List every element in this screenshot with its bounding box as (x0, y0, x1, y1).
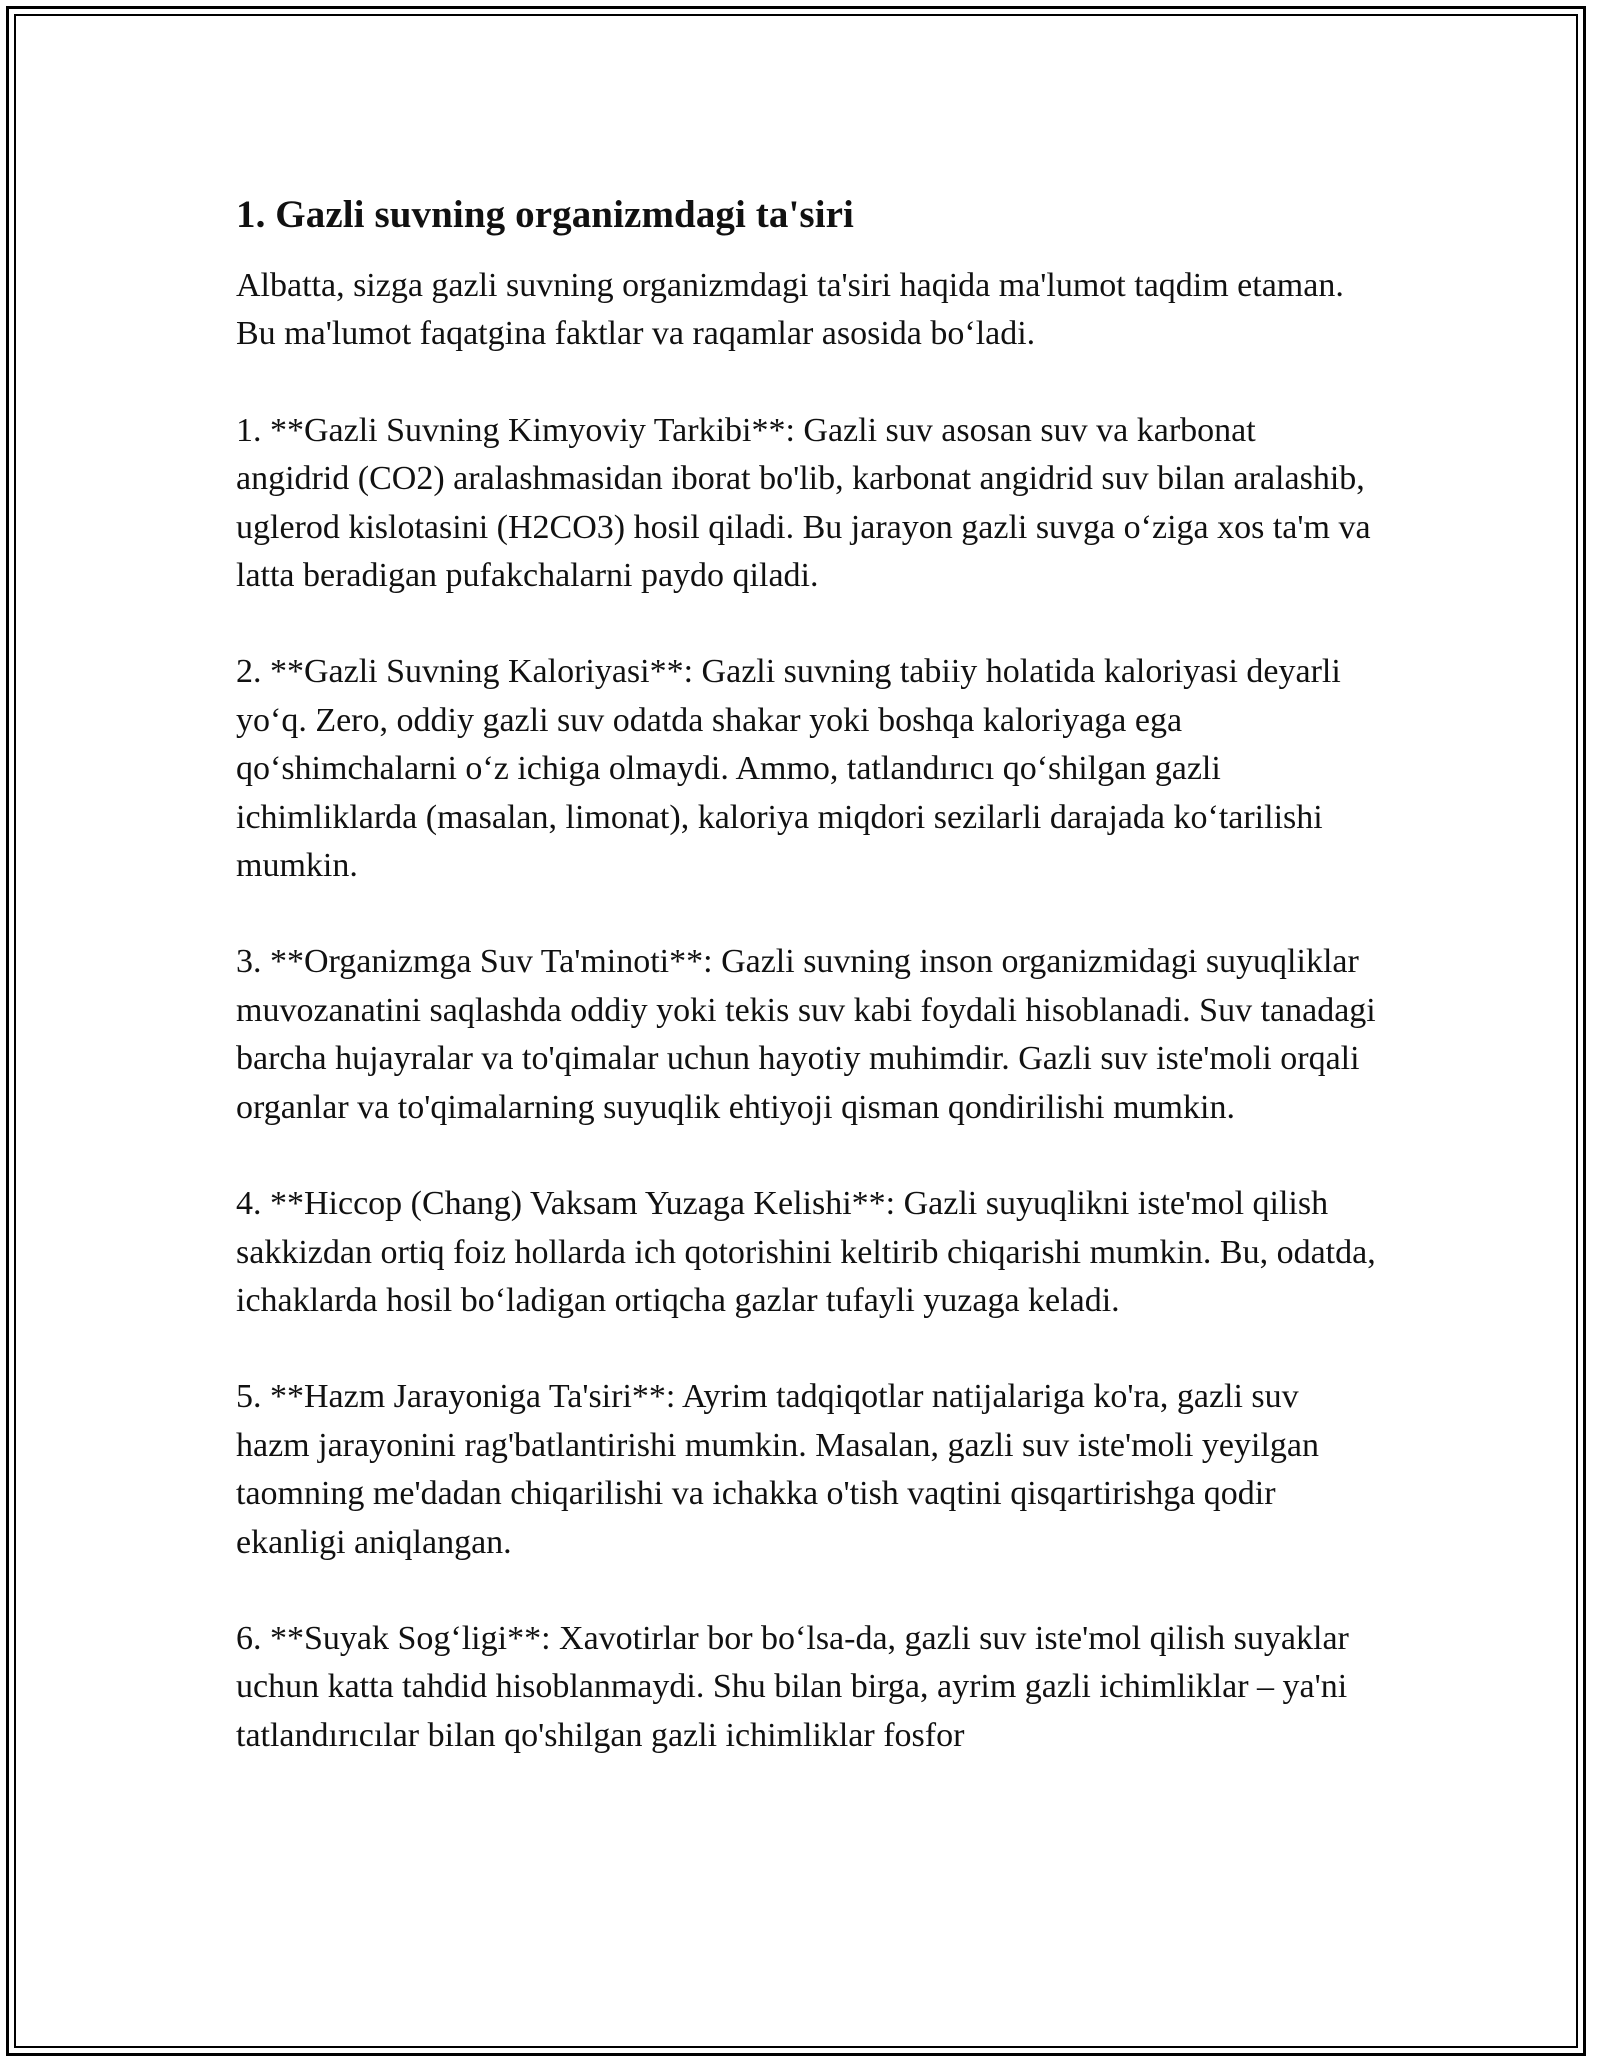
paragraph-chemical-composition: 1. **Gazli Suvning Kimyoviy Tarkibi**: Gazli suv asosan suv va karbonat angidrid (CO2) aralashmasidan iborat bo'lib, karbonat angidrid suv bilan aralashib, uglerod kislotasini (H2CO3) hosil qiladi. Bu jarayon gazli suvga oʻziga xos ta'm va latta beradigan pufakchalarni paydo qiladi. (236, 411, 1371, 595)
document-body (236, 190, 1376, 1808)
paragraph-water-supply: 3. **Organizmga Suv Ta'minoti**: Gazli suvning inson organizmidagi suyuqliklar muvozanatini saqlashda oddiy yoki tekis suv kabi foydali hisoblanadi. Suv tanadagi barcha hujayralar va to'qimalar uchun hayotiy muhimdir. Gazli suv iste'moli orqali organlar va to'qimalarning suyuqlik ehtiyoji qisman qondirilishi mumkin. (236, 943, 1376, 1126)
paragraph-digestion: 5. **Hazm Jarayoniga Ta'siri**: Ayrim tadqiqotlar natijalariga ko'ra, gazli suv hazm jarayonini rag'batlantirishi mumkin. Masalan, gazli suv iste'moli yeyilgan taomning me'dadan chiqarilishi va ichakka o'tish vaqtini qisqartirishga qodir ekanligi aniqlangan. (236, 1378, 1320, 1561)
document-title: 1. Gazli suvning organizmdagi ta'siri (236, 193, 854, 236)
paragraph-calories: 2. **Gazli Suvning Kaloriyasi**: Gazli suvning tabiiy holatida kaloriyasi deyarli yoʻq. Zero, oddiy gazli suv odatda shakar yoki boshqa kaloriyaga ega qoʻshimchalarni oʻz ichiga olmaydi. Ammo, tatlandırıcı qoʻshilgan gazli ichimliklarda (masalan, limonat), kaloriya miqdori sezilarli darajada koʻtarilishi mumkin. (236, 653, 1341, 885)
paragraph-hiccup: 4. **Hiccop (Chang) Vaksam Yuzaga Kelishi**: Gazli suyuqlikni iste'mol qilish sakkizdan ortiq foiz hollarda ich qotorishini keltirib chiqarishi mumkin. Bu, odatda, ichaklarda hosil boʻladigan ortiqcha gazlar tufayli yuzaga keladi. (236, 1185, 1376, 1319)
intro-paragraph: Albatta, sizga gazli suvning organizmdagi ta'siri haqida ma'lumot taqdim etaman. Bu ma'lumot faqatgina faktlar va raqamlar asosida boʻladi. (236, 267, 1344, 353)
paragraph-bone-health: 6. **Suyak Sogʻligi**: Xavotirlar bor boʻlsa-da, gazli suv iste'mol qilish suyaklar uchun katta tahdid hisoblanmaydi. Shu bilan birga, ayrim gazli ichimliklar – ya'ni tatlandırıcılar bilan qo'shilgan gazli ichimliklar fosfor (236, 1619, 1349, 1754)
